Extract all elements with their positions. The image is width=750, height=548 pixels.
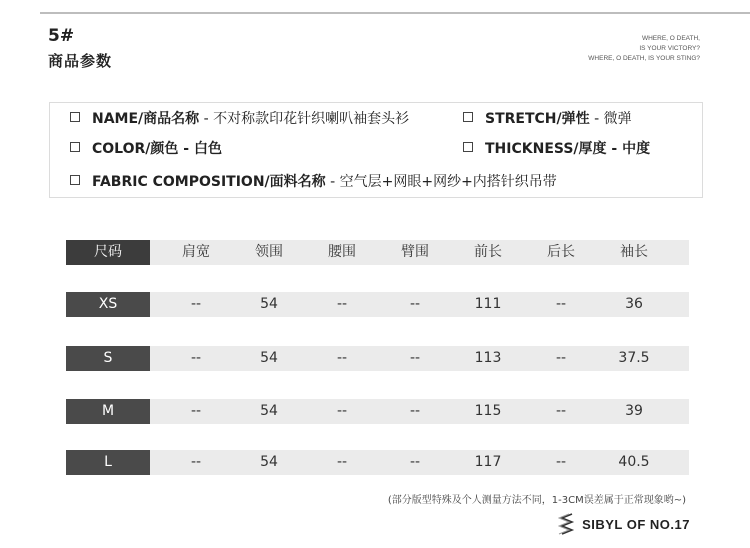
table-cell: --	[555, 350, 567, 366]
param-key: THICKNESS/厚度	[485, 141, 607, 157]
checkbox-square-icon	[70, 112, 80, 122]
table-cell: 40.5	[618, 454, 650, 470]
table-row	[66, 399, 689, 424]
table-cell: --	[409, 296, 421, 312]
table-row	[66, 346, 689, 371]
header-quote	[588, 34, 700, 64]
table-cell: --	[555, 454, 567, 470]
stacked-s-logo-icon	[558, 512, 576, 536]
section-number: 5#	[48, 26, 75, 46]
measurement-note: (部分版型特殊及个人测量方法不同，1-3CM误差属于正常现象哟~)	[387, 495, 686, 506]
table-cell: --	[409, 403, 421, 419]
table-cell: --	[336, 350, 348, 366]
table-cell: --	[336, 403, 348, 419]
size-cell: M	[66, 399, 150, 424]
header-cell: 袖长	[620, 244, 648, 260]
table-cell: --	[190, 403, 202, 419]
param-value: - 微弹	[589, 111, 632, 127]
param-key: STRETCH/弹性	[485, 111, 590, 127]
table-row	[66, 292, 689, 317]
brand-name: SIBYL OF NO.17	[582, 516, 690, 532]
table-cell: 36	[625, 296, 643, 312]
param-name	[70, 108, 409, 128]
checkbox-square-icon	[463, 112, 473, 122]
param-key: COLOR/颜色	[92, 141, 179, 157]
table-cell: --	[190, 296, 202, 312]
table-cell: --	[190, 350, 202, 366]
header-cell: 后长	[547, 244, 575, 260]
header-cell: 前长	[474, 244, 502, 260]
param-value: - 空气层+网眼+网纱+内搭针织吊带	[325, 174, 557, 190]
quote-line: WHERE, O DEATH,	[641, 35, 700, 42]
size-cell: L	[66, 450, 150, 475]
header-cell: 腰围	[328, 244, 356, 260]
table-cell: 39	[625, 403, 643, 419]
table-cell: 117	[474, 454, 502, 470]
checkbox-square-icon	[70, 175, 80, 185]
table-row	[66, 450, 689, 475]
table-cell: 115	[474, 403, 502, 419]
table-cell: --	[336, 454, 348, 470]
param-key: FABRIC COMPOSITION/面料名称	[92, 174, 326, 190]
table-cell: 54	[260, 350, 278, 366]
param-stretch	[463, 108, 632, 128]
brand-logo	[558, 512, 690, 536]
header-cell: 尺码	[66, 240, 150, 265]
table-cell: --	[555, 403, 567, 419]
size-cell: S	[66, 346, 150, 371]
param-key: NAME/商品名称	[92, 111, 200, 127]
table-cell: --	[409, 454, 421, 470]
quote-line: WHERE, O DEATH, IS YOUR STING?	[588, 55, 700, 62]
table-cell: --	[555, 296, 567, 312]
param-value: - 中度	[606, 141, 651, 157]
table-cell: 113	[474, 350, 502, 366]
header-cell: 臂围	[401, 244, 429, 260]
table-cell: 54	[260, 454, 278, 470]
param-value: - 白色	[178, 141, 222, 157]
top-divider	[40, 12, 750, 14]
table-header-row	[66, 240, 689, 265]
table-cell: 111	[474, 296, 502, 312]
param-value: - 不对称款印花针织喇叭袖套头衫	[199, 111, 410, 127]
param-thickness	[463, 138, 650, 158]
section-title: 商品参数	[48, 52, 113, 70]
param-color	[70, 138, 222, 158]
table-cell: 54	[260, 403, 278, 419]
table-cell: --	[336, 296, 348, 312]
table-cell: 54	[260, 296, 278, 312]
table-cell: 37.5	[618, 350, 650, 366]
checkbox-square-icon	[463, 142, 473, 152]
table-cell: --	[409, 350, 421, 366]
param-fabric	[70, 171, 557, 191]
quote-line: IS YOUR VICTORY?	[639, 45, 700, 52]
size-cell: XS	[66, 292, 150, 317]
checkbox-square-icon	[70, 142, 80, 152]
header-cell: 肩宽	[182, 244, 210, 260]
header-cell: 领围	[255, 244, 283, 260]
table-cell: --	[190, 454, 202, 470]
